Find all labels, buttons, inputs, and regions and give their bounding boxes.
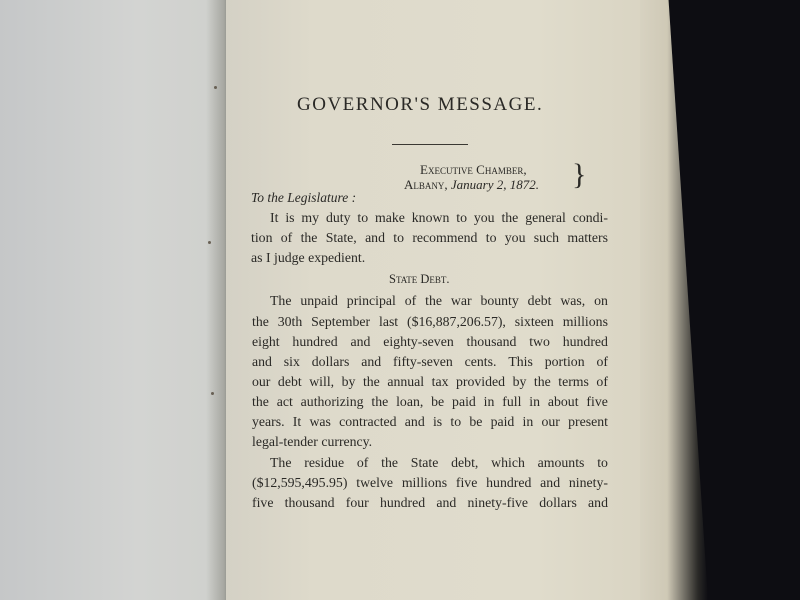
section-heading: State Debt. (389, 272, 450, 286)
paragraph-line (252, 414, 608, 430)
word: in (483, 394, 495, 409)
word: by (512, 374, 527, 389)
word: be (431, 394, 445, 409)
paragraph-line (252, 394, 608, 410)
word: paid (452, 394, 476, 409)
word: recommend (412, 230, 478, 245)
word: authorizing (300, 394, 364, 409)
word: and (365, 230, 385, 245)
paragraph-line: legal-tender currency. (252, 434, 373, 449)
dateline-brace: } (572, 158, 587, 191)
intro-line: as I judge expedient. (251, 250, 366, 265)
title-rule (392, 144, 468, 145)
word: make (375, 210, 405, 225)
word: to (485, 230, 497, 245)
word: tion (251, 230, 273, 245)
left-blank-page (0, 0, 230, 600)
word: September (311, 314, 371, 329)
word: of (404, 293, 417, 308)
word: terms (558, 374, 589, 389)
word: last (378, 314, 399, 329)
word: our (541, 414, 560, 429)
word: which (491, 455, 525, 470)
word: State, (325, 230, 357, 245)
word: the (371, 394, 389, 409)
word: It (292, 414, 302, 429)
word: and (361, 354, 382, 369)
page-title: GOVERNOR'S MESSAGE. (297, 94, 544, 115)
word: ninety-five (467, 495, 529, 510)
word: hundred (379, 495, 426, 510)
word: to (456, 210, 467, 225)
word: the (501, 210, 519, 225)
word: of (356, 455, 369, 470)
word: the (381, 455, 398, 470)
word: is (432, 414, 443, 429)
word: unpaid (300, 293, 338, 308)
word: and (350, 334, 371, 349)
word: debt (277, 374, 302, 389)
salutation: To the Legislature : (251, 190, 357, 205)
word: will, (309, 374, 335, 389)
word: debt, (451, 455, 479, 470)
dateline-chamber: Executive Chamber, (420, 162, 527, 177)
word: is (285, 210, 295, 225)
word: debt (527, 293, 552, 308)
word: duty (325, 210, 351, 225)
word: millions (401, 475, 448, 490)
word: paid (490, 414, 515, 429)
word: amounts (537, 455, 585, 470)
word: eighty-seven (383, 334, 454, 349)
word: hundred (486, 475, 532, 490)
word: millions (562, 314, 608, 329)
word: present (568, 414, 608, 429)
word: the (300, 230, 318, 245)
word: and (252, 354, 272, 369)
word: hundred (292, 334, 338, 349)
word: provided (456, 374, 506, 389)
word: full (502, 394, 522, 409)
word: dollars (311, 354, 350, 369)
word: dollars (539, 495, 577, 510)
word: six (283, 354, 300, 369)
word: the (252, 394, 269, 409)
word: in (522, 414, 534, 429)
word: It (270, 210, 279, 225)
word: in (529, 394, 541, 409)
word: State (410, 455, 439, 470)
paragraph-line (252, 354, 608, 370)
word: years. (252, 414, 285, 429)
word: of (280, 230, 293, 245)
word: twelve (356, 475, 394, 490)
word: known (411, 210, 450, 225)
word: of (596, 354, 608, 369)
word: war (450, 293, 472, 308)
word: was, (560, 293, 586, 308)
dateline-place: Albany, (404, 177, 448, 192)
word: to (393, 230, 405, 245)
paragraph-line (270, 293, 608, 309)
word: This (508, 354, 533, 369)
word: be (469, 414, 483, 429)
paragraph-line (252, 314, 608, 330)
intro-line (251, 230, 608, 246)
word: such (533, 230, 560, 245)
word: our (252, 374, 271, 389)
word: about (547, 394, 579, 409)
word: cents. (464, 354, 497, 369)
word: four (345, 495, 369, 510)
word: to (450, 414, 462, 429)
word: and (540, 475, 561, 490)
word: tax (431, 374, 449, 389)
word: loan, (396, 394, 424, 409)
word: of (596, 374, 608, 389)
word: portion (544, 354, 585, 369)
word: on (594, 293, 608, 308)
word: and (404, 414, 425, 429)
word: five (455, 475, 478, 490)
word: fifty-seven (393, 354, 453, 369)
word: five (586, 394, 608, 409)
intro-line (270, 210, 608, 226)
dateline-date: January 2, 1872. (450, 177, 539, 192)
word: and (436, 495, 457, 510)
paragraph-line (252, 334, 608, 350)
word: ($16,887,206.57), (407, 314, 506, 329)
word: you (504, 230, 526, 245)
word: two (529, 334, 550, 349)
word: thousand (284, 495, 335, 510)
word: The (270, 293, 292, 308)
word: matters (567, 230, 608, 245)
word: you (473, 210, 495, 225)
word: 30th (277, 314, 303, 329)
word: bounty (480, 293, 519, 308)
word: the (425, 293, 442, 308)
word: act (276, 394, 293, 409)
word: principal (346, 293, 396, 308)
word: eight (252, 334, 280, 349)
word: to (357, 210, 369, 225)
word: thousand (466, 334, 517, 349)
word: residue (304, 455, 345, 470)
word: and (588, 495, 608, 510)
word: hundred (562, 334, 608, 349)
word: The (270, 455, 292, 470)
paragraph-line (252, 374, 608, 390)
word: my (301, 210, 320, 225)
word: the (533, 374, 551, 389)
paragraph-line (252, 475, 608, 491)
word: the (362, 374, 380, 389)
word: annual (387, 374, 425, 389)
word: contracted (339, 414, 397, 429)
word: condi- (572, 210, 608, 225)
paragraph-line (270, 455, 608, 471)
word: ($12,595,495.95) (252, 475, 348, 490)
word: the (252, 314, 269, 329)
word: by (341, 374, 356, 389)
paragraph-line (252, 495, 608, 511)
word: ninety- (568, 475, 608, 490)
word: to (597, 455, 608, 470)
word: five (252, 495, 274, 510)
word: was (309, 414, 331, 429)
word: sixteen (514, 314, 554, 329)
word: general (525, 210, 566, 225)
dateline-place-date (404, 177, 539, 193)
